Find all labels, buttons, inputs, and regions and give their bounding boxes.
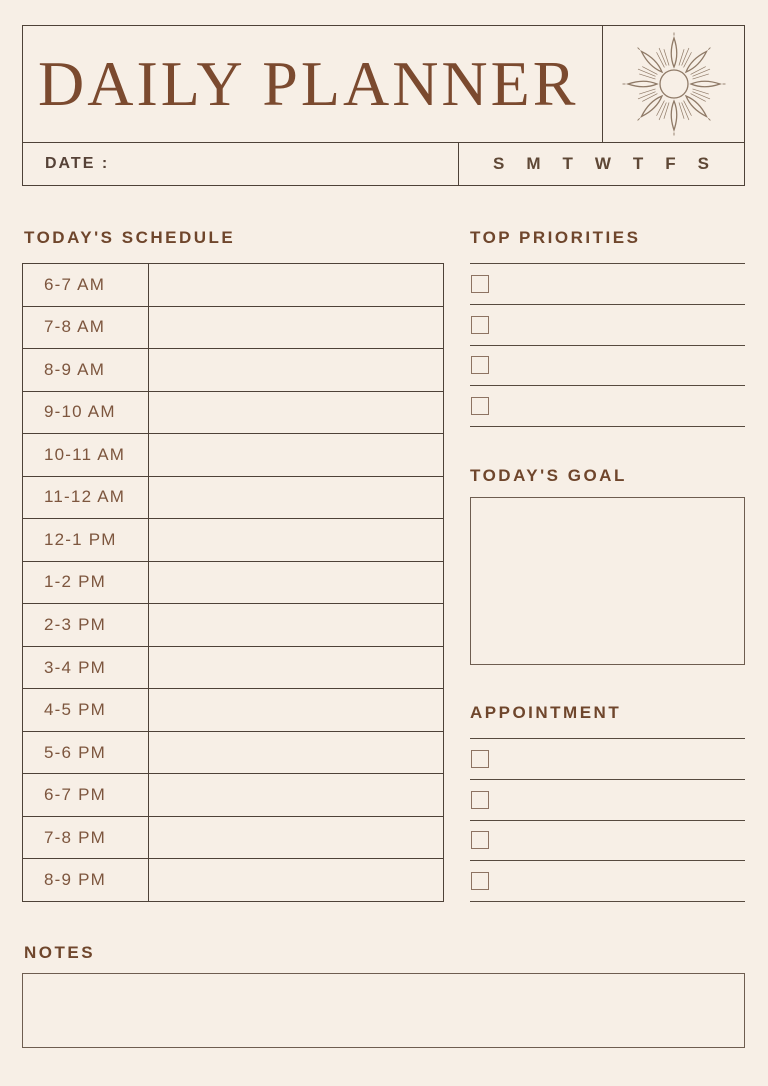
appointment-checkbox-4[interactable] — [471, 872, 489, 890]
schedule-row — [23, 349, 443, 392]
schedule-entry-3-4pm[interactable] — [149, 647, 443, 689]
schedule-row — [23, 732, 443, 775]
time-cell — [23, 732, 149, 774]
time-label: 3-4 PM — [44, 657, 106, 677]
appointment-item — [470, 739, 745, 780]
schedule-row — [23, 264, 443, 307]
header-title-cell — [23, 26, 602, 142]
schedule-row — [23, 774, 443, 817]
weekday-wed[interactable]: W — [594, 154, 612, 173]
schedule-entry-9-10am[interactable] — [149, 392, 443, 434]
time-cell — [23, 817, 149, 859]
time-label: 7-8 PM — [44, 827, 106, 847]
goal-heading: TODAY'S GOAL — [470, 466, 627, 485]
priority-text-4[interactable] — [489, 386, 745, 426]
schedule-entry-8-9pm[interactable] — [149, 859, 443, 901]
appointment-item — [470, 861, 745, 902]
weekday-selector — [459, 143, 744, 185]
time-label: 8-9 AM — [44, 359, 106, 379]
time-cell — [23, 477, 149, 519]
weekday-sun[interactable]: S — [493, 154, 506, 173]
priority-item — [470, 346, 745, 387]
time-cell — [23, 264, 149, 306]
schedule-row — [23, 689, 443, 732]
time-cell — [23, 774, 149, 816]
schedule-row — [23, 519, 443, 562]
time-label: 7-8 AM — [44, 317, 106, 337]
appointment-text-3[interactable] — [489, 821, 745, 861]
time-cell — [23, 859, 149, 901]
appointment-checkbox-2[interactable] — [471, 791, 489, 809]
weekday-thu[interactable]: T — [632, 154, 645, 173]
schedule-entry-8-9am[interactable] — [149, 349, 443, 391]
date-cell — [23, 143, 459, 185]
schedule-row — [23, 307, 443, 350]
header — [22, 25, 745, 143]
priority-text-2[interactable] — [489, 305, 745, 345]
time-label: 6-7 PM — [44, 785, 106, 805]
appointment-checkbox-1[interactable] — [471, 750, 489, 768]
schedule-entry-7-8am[interactable] — [149, 307, 443, 349]
time-cell — [23, 349, 149, 391]
priority-text-3[interactable] — [489, 346, 745, 386]
schedule-heading: TODAY'S SCHEDULE — [24, 228, 236, 247]
schedule-row — [23, 434, 443, 477]
schedule-entry-10-11am[interactable] — [149, 434, 443, 476]
appointment-list — [470, 738, 745, 902]
priority-checkbox-4[interactable] — [471, 397, 489, 415]
time-label: 8-9 PM — [44, 870, 106, 890]
priority-checkbox-1[interactable] — [471, 275, 489, 293]
schedule-entry-7-8pm[interactable] — [149, 817, 443, 859]
priority-item — [470, 264, 745, 305]
time-label: 10-11 AM — [44, 444, 126, 464]
schedule-row — [23, 392, 443, 435]
time-cell — [23, 519, 149, 561]
weekday-tue[interactable]: T — [562, 154, 574, 173]
schedule-entry-11-12am[interactable] — [149, 477, 443, 519]
weekday-sat[interactable]: S — [697, 154, 710, 173]
weekday-mon[interactable]: M — [526, 154, 542, 173]
date-row — [22, 143, 745, 186]
time-label: 6-7 AM — [44, 274, 106, 294]
time-label: 9-10 AM — [44, 402, 116, 422]
schedule-entry-1-2pm[interactable] — [149, 562, 443, 604]
time-cell — [23, 434, 149, 476]
schedule-entry-2-3pm[interactable] — [149, 604, 443, 646]
sun-icon — [620, 32, 728, 136]
time-cell — [23, 604, 149, 646]
schedule-row — [23, 604, 443, 647]
time-label: 1-2 PM — [44, 572, 106, 592]
schedule-entry-5-6pm[interactable] — [149, 732, 443, 774]
schedule-row — [23, 477, 443, 520]
priority-checkbox-2[interactable] — [471, 316, 489, 334]
schedule-row — [23, 859, 443, 901]
time-cell — [23, 307, 149, 349]
appointment-item — [470, 780, 745, 821]
schedule-entry-6-7am[interactable] — [149, 264, 443, 306]
schedule-entry-4-5pm[interactable] — [149, 689, 443, 731]
time-label: 4-5 PM — [44, 700, 106, 720]
priority-item — [470, 386, 745, 427]
date-input[interactable] — [109, 143, 458, 185]
appointment-text-4[interactable] — [489, 861, 745, 901]
time-label: 12-1 PM — [44, 529, 117, 549]
schedule-row — [23, 562, 443, 605]
priorities-list — [470, 263, 745, 427]
priorities-heading: TOP PRIORITIES — [470, 228, 641, 247]
time-label: 11-12 AM — [44, 487, 126, 507]
priority-text-1[interactable] — [489, 264, 745, 304]
time-cell — [23, 647, 149, 689]
weekday-fri[interactable]: F — [665, 154, 677, 173]
schedule-entry-12-1pm[interactable] — [149, 519, 443, 561]
appointment-text-1[interactable] — [489, 739, 745, 779]
appointment-heading: APPOINTMENT — [470, 703, 622, 722]
appointment-text-2[interactable] — [489, 780, 745, 820]
time-label: 2-3 PM — [44, 615, 106, 635]
appointment-checkbox-3[interactable] — [471, 831, 489, 849]
notes-heading: NOTES — [24, 943, 96, 962]
appointment-item — [470, 821, 745, 862]
time-cell — [23, 689, 149, 731]
date-label: DATE : — [45, 155, 110, 172]
schedule-row — [23, 647, 443, 690]
schedule-table — [22, 263, 444, 902]
schedule-row — [23, 817, 443, 860]
page-title: DAILY PLANNER — [38, 48, 579, 119]
time-label: 5-6 PM — [44, 742, 106, 762]
sun-cell — [602, 26, 744, 142]
priority-item — [470, 305, 745, 346]
time-cell — [23, 392, 149, 434]
priority-checkbox-3[interactable] — [471, 356, 489, 374]
time-cell — [23, 562, 149, 604]
notes-box[interactable] — [22, 973, 745, 1048]
schedule-entry-6-7pm[interactable] — [149, 774, 443, 816]
goal-box[interactable] — [470, 497, 745, 665]
